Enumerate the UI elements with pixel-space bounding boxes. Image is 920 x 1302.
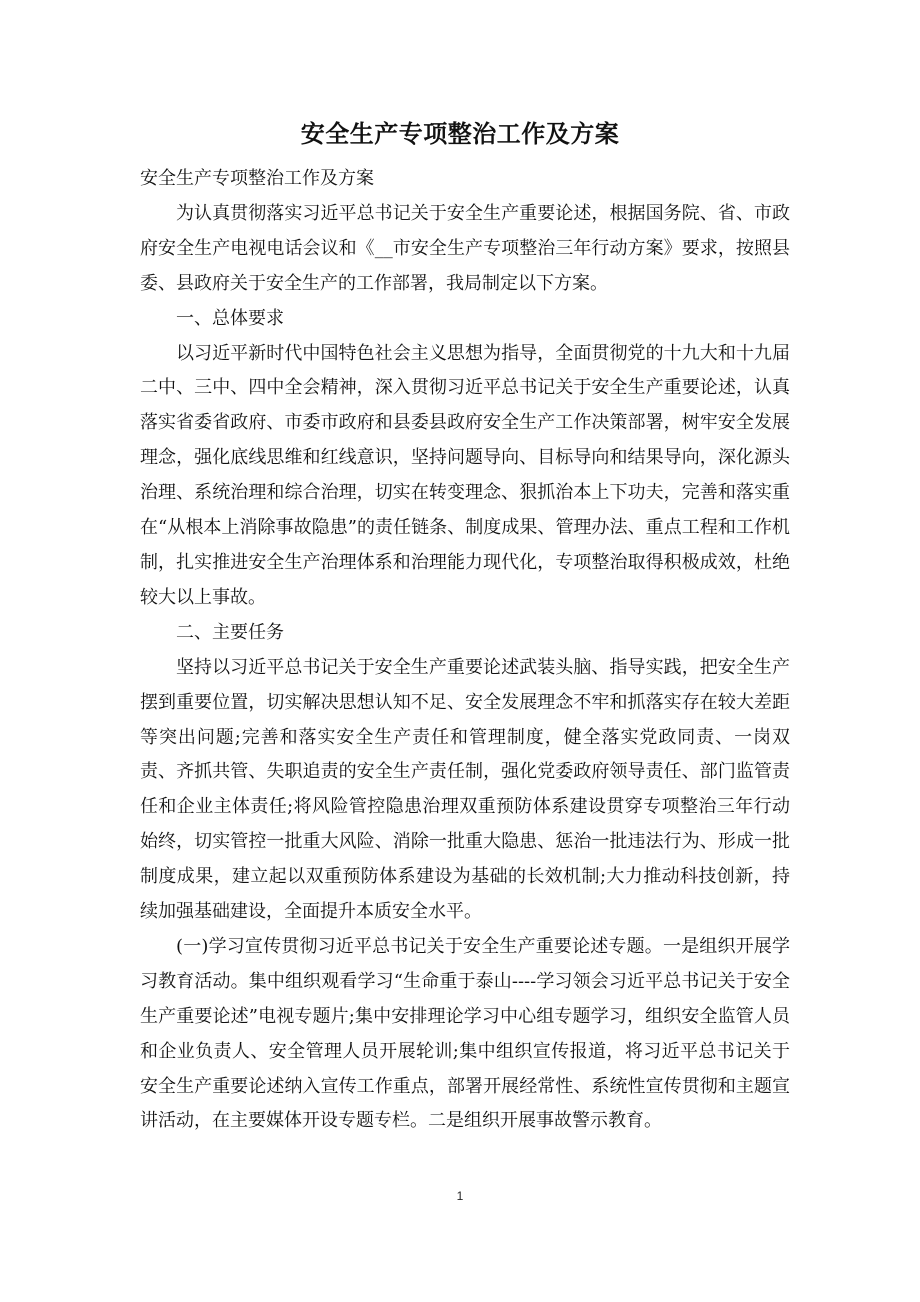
page-number: 1 bbox=[456, 1189, 464, 1203]
document-title: 安全生产专项整治工作及方案 bbox=[300, 119, 620, 148]
subsection-study-paragraph: (一)学习宣传贯彻习近平总书记关于安全生产重要论述专题。一是组织开展学习教育活动。集中组织观看学习“生命重于泰山----学习领会习近平总书记关于安全生产重要论述”电视专题片;集中安排理论学习中心组专题学习，组织安全监管人员和企业负责人、安全管理人员开展轮训;集中组织宣传报道，将习近平总书记关于安全生产重要论述纳入宣传工作重点，部署开展经常性、系统性宣传贯彻和主题宣讲活动，在主要媒体开设专题专栏。二是组织开展事故警示教育。 bbox=[140, 935, 790, 1132]
section-heading-general-requirements: 一、总体要求 bbox=[176, 307, 284, 329]
document-body bbox=[140, 162, 790, 1139]
section-heading-main-tasks: 二、主要任务 bbox=[176, 621, 284, 643]
general-requirements-paragraph: 以习近平新时代中国特色社会主义思想为指导，全面贯彻党的十九大和十九届二中、三中、四中全会精神，深入贯彻习近平总书记关于安全生产重要论述，认真落实省委省政府、市委市政府和县委县政府安全生产工作决策部署，树牢安全发展理念，强化底线思维和红线意识，坚持问题导向、目标导向和结果导向，深化源头治理、系统治理和综合治理，切实在转变理念、狠抓治本上下功夫，完善和落实重在“从根本上消除事故隐患”的责任链条、制度成果、管理办法、重点工程和工作机制，扎实推进安全生产治理体系和治理能力现代化，专项整治取得积极成效，杜绝较大以上事故。 bbox=[140, 342, 790, 608]
intro-paragraph: 为认真贯彻落实习近平总书记关于安全生产重要论述，根据国务院、省、市政府安全生产电视电话会议和《__市安全生产专项整治三年行动方案》要求，按照县委、县政府关于安全生产的工作部署，我局制定以下方案。 bbox=[140, 202, 790, 294]
main-tasks-paragraph: 坚持以习近平总书记关于安全生产重要论述武装头脑、指导实践，把安全生产摆到重要位置，切实解决思想认知不足、安全发展理念不牢和抓落实存在较大差距等突出问题;完善和落实安全生产责任和管理制度，健全落实党政同责、一岗双责、齐抓共管、失职追责的安全生产责任制，强化党委政府领导责任、部门监管责任和企业主体责任;将风险管控隐患治理双重预防体系建设贯穿专项整治三年行动始终，切实管控一批重大风险、消除一批重大隐患、惩治一批违法行为、形成一批制度成果，建立起以双重预防体系建设为基础的长效机制;大力推动科技创新，持续加强基础建设，全面提升本质安全水平。 bbox=[140, 656, 790, 923]
subtitle-paragraph: 安全生产专项整治工作及方案 bbox=[140, 168, 374, 189]
